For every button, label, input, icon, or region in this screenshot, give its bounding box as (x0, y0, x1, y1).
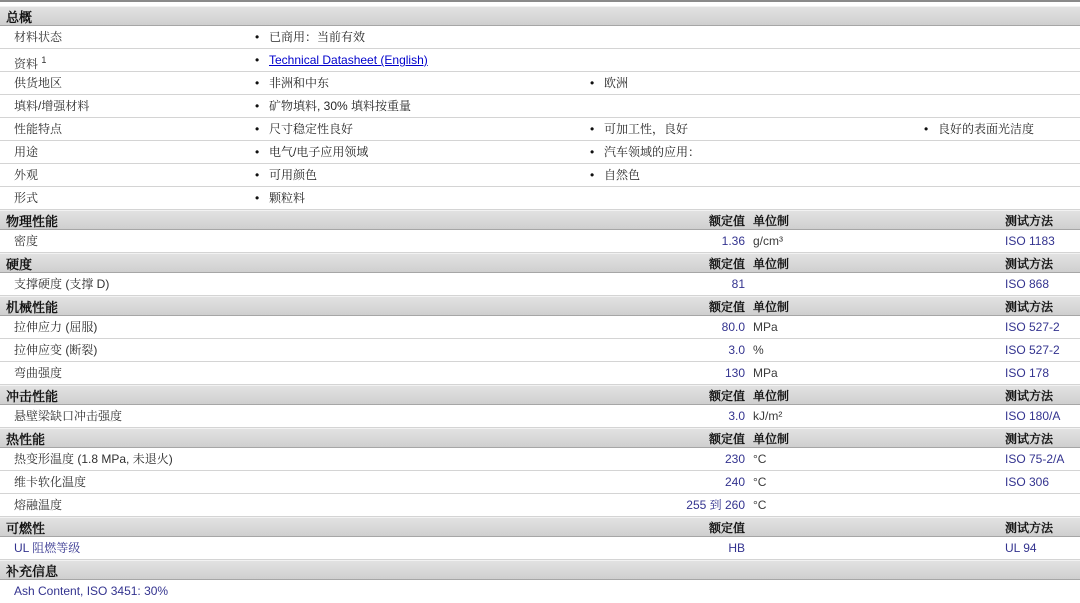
section-title: 硬度 (6, 256, 33, 272)
property-row-hdt (0, 448, 1080, 471)
row-label: 性能特点 (14, 122, 63, 136)
bullet-icon: • (590, 122, 595, 136)
column-header-nominal: 额定值 (708, 256, 745, 271)
row-value (590, 72, 924, 94)
column-header-unit: 单位制 (753, 213, 790, 228)
property-value: 240 (724, 475, 745, 489)
property-name: 热变形温度 (1.8 MPa, 未退火) (14, 452, 173, 466)
column-header-unit: 单位制 (753, 431, 790, 446)
property-name: UL 阻燃等级 (14, 541, 81, 555)
table-row-appearance (0, 164, 1080, 187)
property-value: HB (728, 541, 745, 555)
value-text: 非洲和中东 (269, 76, 330, 90)
section-header-thermal (0, 428, 1080, 448)
property-value: 3.0 (728, 343, 745, 357)
property-method (1005, 494, 1080, 516)
property-method: ISO 527-2 (1005, 343, 1060, 357)
property-unit: °C (753, 498, 767, 512)
column-header-method: 测试方法 (1005, 431, 1054, 446)
table-row-uses (0, 141, 1080, 164)
value-text: 可加工性，良好 (604, 122, 689, 136)
value-text: 欧洲 (604, 76, 629, 90)
section-title: 热性能 (6, 431, 46, 447)
row-label: 材料状态 (14, 30, 63, 44)
section-title: 可燃性 (6, 520, 46, 536)
row-label: 形式 (14, 191, 39, 205)
property-value: 80.0 (721, 320, 745, 334)
property-name: 拉伸应力 (屈服) (14, 320, 98, 334)
column-header-method: 测试方法 (1005, 388, 1054, 403)
row-value (255, 187, 590, 209)
row-value (255, 118, 590, 140)
property-name: 熔融温度 (14, 498, 63, 512)
property-name: 弯曲强度 (14, 366, 63, 380)
property-unit (745, 273, 1005, 295)
table-row-material-status (0, 26, 1080, 49)
table-row-filler (0, 95, 1080, 118)
section-title: 机械性能 (6, 299, 59, 315)
property-row-tensile-strain (0, 339, 1080, 362)
column-header-unit: 单位制 (753, 256, 790, 271)
section-title: 补充信息 (6, 563, 59, 579)
column-header-method: 测试方法 (1005, 213, 1054, 228)
row-value (590, 141, 924, 163)
property-name: 悬壁梁缺口冲击强度 (14, 409, 123, 423)
row-value (255, 72, 590, 94)
property-unit: % (753, 343, 764, 357)
row-value (255, 26, 590, 48)
column-header-nominal: 额定值 (708, 431, 745, 446)
property-value: 81 (731, 277, 745, 291)
property-row-durometer (0, 273, 1080, 296)
property-method: ISO 180/A (1005, 409, 1061, 423)
section-header-overview (0, 6, 1080, 26)
value-text: 尺寸稳定性良好 (269, 122, 354, 136)
property-unit: kJ/m² (753, 409, 783, 423)
column-header-nominal: 额定值 (708, 213, 745, 228)
bullet-icon: • (590, 145, 595, 159)
section-title: 冲击性能 (6, 388, 59, 404)
property-name: 维卡软化温度 (14, 475, 87, 489)
value-text: 良好的表面光洁度 (938, 122, 1035, 136)
section-header-hardness (0, 253, 1080, 273)
property-value: 230 (724, 452, 745, 466)
table-row-availability (0, 72, 1080, 95)
property-value: 3.0 (728, 409, 745, 423)
column-header-nominal: 额定值 (708, 299, 745, 314)
row-value (255, 141, 590, 163)
column-header-unit: 单位制 (753, 299, 790, 314)
column-header-nominal: 额定值 (708, 520, 745, 535)
property-method: ISO 306 (1005, 475, 1050, 489)
property-name: 密度 (14, 234, 39, 248)
row-label: 资料 $^1$ (14, 55, 47, 71)
property-method: ISO 868 (1005, 277, 1050, 291)
column-header-method: 测试方法 (1005, 256, 1054, 271)
bullet-icon: • (255, 99, 260, 113)
section-header-physical (0, 210, 1080, 230)
property-unit: g/cm³ (753, 234, 783, 248)
property-row-vicat (0, 471, 1080, 494)
section-header-flammability (0, 517, 1080, 537)
bullet-icon: • (255, 30, 260, 44)
section-header-mechanical (0, 296, 1080, 316)
footnote-marker: 1 (41, 55, 47, 65)
property-name: 拉伸应变 (断裂) (14, 343, 98, 357)
property-row-melting-temp (0, 494, 1080, 517)
value-text: 矿物填料, 30% 填料按重量 (269, 99, 412, 113)
value-text: 可用颜色 (269, 168, 318, 182)
property-value: 130 (724, 366, 745, 380)
section-header-supplemental (0, 560, 1080, 580)
property-row-flexural-strength (0, 362, 1080, 385)
bullet-icon: • (255, 145, 260, 159)
section-header-impact (0, 385, 1080, 405)
row-label: 填料/增强材料 (14, 99, 90, 113)
row-label: 外观 (14, 168, 39, 182)
value-text: 汽车领域的应用： (604, 145, 701, 159)
column-header-method: 测试方法 (1005, 520, 1054, 535)
column-header-nominal: 额定值 (708, 388, 745, 403)
property-value: 1.36 (721, 234, 745, 248)
value-text: 已商用：当前有效 (269, 30, 366, 44)
property-name: 支撑硬度 (支撑 D) (14, 277, 110, 291)
supplemental-note: Ash Content, ISO 3451: 30% (0, 580, 1080, 603)
row-value (590, 118, 924, 140)
column-header-unit: 单位制 (753, 388, 790, 403)
row-label: 用途 (14, 145, 39, 159)
bullet-icon: • (255, 122, 260, 136)
property-unit: MPa (753, 366, 778, 380)
property-method: ISO 75-2/A (1005, 452, 1065, 466)
property-row-tensile-stress (0, 316, 1080, 339)
row-value (924, 118, 1080, 140)
bullet-icon: • (590, 76, 595, 90)
technical-datasheet-link[interactable]: Technical Datasheet (English) (269, 53, 428, 67)
table-row-features (0, 118, 1080, 141)
bullet-icon: • (255, 191, 260, 205)
value-text: 颗粒料 (269, 191, 306, 205)
property-row-izod-impact (0, 405, 1080, 428)
bullet-icon: • (590, 168, 595, 182)
property-method: ISO 527-2 (1005, 320, 1060, 334)
bullet-icon: • (255, 76, 260, 90)
value-text: 电气/电子应用领域 (269, 145, 369, 159)
row-value (255, 164, 590, 186)
value-text: 自然色 (604, 168, 641, 182)
property-unit: MPa (753, 320, 778, 334)
property-row-ul-flame-rating (0, 537, 1080, 560)
section-title: 总概 (6, 9, 33, 25)
property-method: UL 94 (1005, 541, 1037, 555)
property-unit: °C (753, 452, 767, 466)
row-value (255, 95, 590, 117)
row-value (590, 164, 924, 186)
row-label: 供货地区 (14, 76, 63, 90)
property-method: ISO 178 (1005, 366, 1050, 380)
table-row-forms (0, 187, 1080, 210)
table-row-resources (0, 49, 1080, 72)
bullet-icon: • (255, 168, 260, 182)
row-value (255, 49, 590, 71)
property-method: ISO 1183 (1005, 234, 1055, 248)
column-header-method: 测试方法 (1005, 299, 1054, 314)
property-unit: °C (753, 475, 767, 489)
bullet-icon: • (924, 122, 929, 136)
property-row-density (0, 230, 1080, 253)
property-unit (745, 537, 1005, 559)
property-value: 255 到 260 (686, 498, 745, 512)
section-title: 物理性能 (6, 213, 59, 229)
bullet-icon: • (255, 53, 260, 67)
